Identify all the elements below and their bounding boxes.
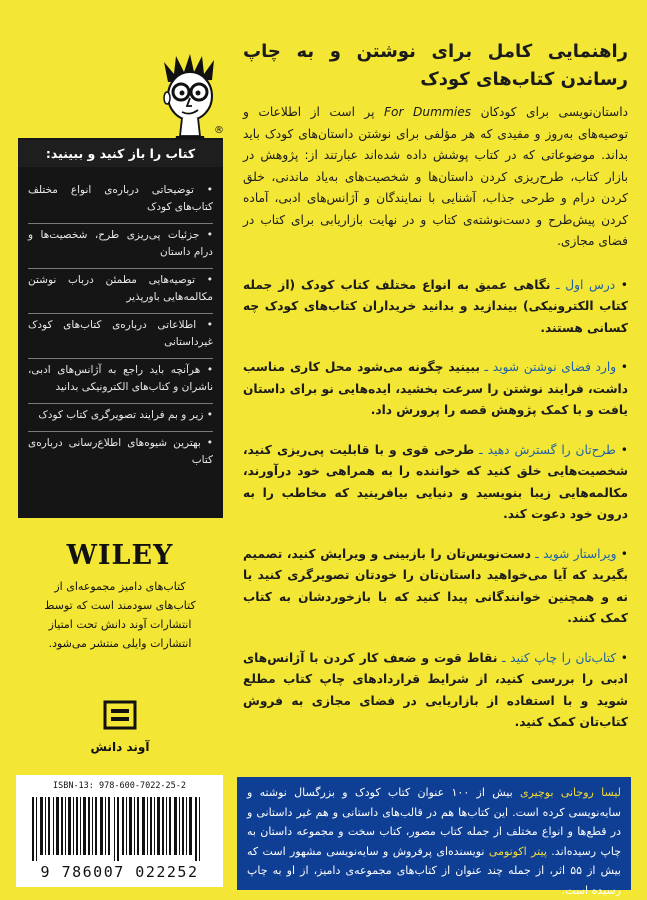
sidebar-item-text: جزئیات پی‌ریزی طرح، شخصیت‌ها و درام داستان: [28, 229, 213, 258]
sidebar-list-item: • توضیحاتی درباره‌ی انواع مختلف کتاب‌های کودک: [28, 179, 213, 224]
intro-text-1: داستان‌نویسی برای کودکان: [480, 105, 629, 119]
sidebar-list-item: • بهترین شیوه‌های اطلاع‌رسانی درباره‌ی کتاب: [28, 437, 213, 466]
bullet-item: • درس اول ـ نگاهی عمیق به انواع مختلف کتاب کودک (از جمله کتاب الکترونیکی) بیندازید و بدانید خریداران کتاب‌های کودک چه کسانی هستند.: [243, 277, 628, 335]
bullet-body: نگاهی عمیق به انواع مختلف کتاب کودک (از جمله کتاب الکترونیکی) بیندازید و بدانید خریداران کتاب‌های کودک چه کسانی هستند.: [243, 277, 628, 335]
bullet-lead: ویراستار شوید: [543, 546, 617, 561]
isbn-label: ISBN-13: 978-600-7022-25-2: [52, 781, 187, 791]
intro-text-2: پر است از اطلاعات و توصیه‌های به‌روز و مفیدی که هر مؤلفی برای نوشتن داستان‌های کودک باید بداند. موضوعاتی که در کتاب پوشش داده شده‌اند عبارتند از: پژوهش در بازار کتاب، طرح‌ریزی کردن داستان‌ها و شخصیت‌های به‌یاد ماندنی، خلق کردن درام و طرحی جذاب، آشنایی با نمایندگان و آژانس‌های ادبی، آماده کردن پیش‌طرح و دست‌نوشته‌ی کتاب و در نهایت بازاریابی برای کتاب در فضای مجازی.: [243, 105, 628, 248]
bullet-body: طرحی قوی و با قابلیت پی‌ریزی کنید، شخصیت‌هایی خلق کنید که خواننده را به همراهی خود درآورند، مکالمه‌هایی زیبا بنویسید و دنیایی بیافرینید که مخاطب را به درون خود دعوت کند.: [243, 442, 628, 521]
bullet-lead: طرح‌تان را گسترش دهید: [487, 442, 616, 457]
registered-mark: ®: [214, 125, 224, 136]
page-title: راهنمایی کامل برای نوشتن و به چاپ رساندن کتاب‌های کودک: [243, 41, 628, 90]
bullet-separator: ـ: [531, 546, 544, 561]
bullet-separator: ـ: [497, 650, 511, 665]
wiley-logo: WILEY: [66, 540, 174, 571]
sidebar-heading: کتاب را باز کنید و ببینید:: [18, 140, 223, 167]
bullet-body: دست‌نویس‌تان را بازبینی و ویرایش کنید، تصمیم بگیرید که آیا می‌خواهید داستان‌تان را خودتان تصویرگری کنید یا نه و همچنین خوانندگانی پیدا کنید که با بازخوردشان به کتاب کمک کنند.: [243, 546, 628, 625]
bullet-separator: ـ: [479, 360, 493, 374]
bullet-item: • ویراستار شوید ـ دست‌نویس‌تان را بازبینی و ویرایش کنید، تصمیم بگیرید که آیا می‌خواهید داستان‌تان را خودتان تصویرگری کنید یا نه و همچنین خوانندگانی پیدا کنید که با بازخوردشان به کتاب کمک کنند.: [243, 546, 628, 625]
sidebar-item-text: بهترین شیوه‌های اطلاع‌رسانی درباره‌ی کتاب: [28, 437, 213, 466]
sidebar-list-item: • هرآنچه باید راجع به آژانس‌های ادبی، ناشران و کتاب‌های الکترونیکی بدانید: [28, 359, 213, 404]
barcode-digits: 9 786007 022252: [40, 863, 199, 881]
author-2-bio: نویسنده‌ای پرفروش و سایه‌نویسی مشهور است که بیش از ۵۵ اثر، از جمله چند عنوان از کتاب‌های مجموعه‌ی دامیز، از او به چاپ رسیده است.: [247, 844, 621, 897]
bullet-item: • کتاب‌تان را چاپ کنید ـ نقاط قوت و ضعف کار کردن با آژانس‌های ادبی را بررسی کنید، از شرایط قراردادهای چاپ کتاب مطلع شوید و با استفاده از بازاریابی در فضای مجازی به فروش کتاب‌تان کمک کنید.: [243, 650, 628, 729]
bullet-body: نقاط قوت و ضعف کار کردن با آژانس‌های ادبی را بررسی کنید، از شرایط قراردادهای چاپ کتاب مطلع شوید و با استفاده از بازاریابی در فضای مجازی به فروش کتاب‌تان کمک کنید.: [243, 650, 628, 729]
intro-brand: For Dummies: [384, 105, 472, 119]
publisher-logo-icon: [103, 700, 137, 730]
sidebar-item-text: اطلاعاتی درباره‌ی کتاب‌های کودک غیرداستانی: [28, 319, 213, 348]
description-column: [243, 38, 628, 752]
sidebar-item-text: هرآنچه باید راجع به آژانس‌های ادبی، ناشران و کتاب‌های الکترونیکی بدانید: [28, 364, 213, 393]
barcode: [16, 775, 223, 887]
intro-paragraph: [243, 102, 628, 253]
bullet-lead: کتاب‌تان را چاپ کنید: [510, 650, 617, 665]
bullet-lead: درس اول: [565, 277, 616, 292]
wiley-description: کتاب‌های دامیز مجموعه‌ای از کتاب‌های سودمند است که توسط انتشارات آوند دانش تحت امتیاز انتشارات وایلی منتشر می‌شود.: [44, 580, 196, 650]
bullet-lead: وارد فضای نوشتن شوید: [492, 360, 617, 374]
bullet-item: • وارد فضای نوشتن شوید ـ ببینید چگونه می‌شود محل کاری مناسب داشت، فرایند نوشتن را سرعت بخشید، ایده‌هایی نو برای داستان یافت و با کمک پژوهش قصه را پرورش داد.: [243, 360, 628, 417]
contents-sidebar: [18, 138, 223, 518]
sidebar-list-item: • توصیه‌هایی مطمئن درباب نوشتن مکالمه‌هایی باورپذیر: [28, 269, 213, 314]
sidebar-item-text: توصیه‌هایی مطمئن درباب نوشتن مکالمه‌هایی باورپذیر: [28, 274, 213, 303]
sidebar-list-item: • جزئیات پی‌ریزی طرح، شخصیت‌ها و درام داستان: [28, 224, 213, 269]
publisher-name: آوند دانش: [90, 740, 150, 754]
bullet-body: ببینید چگونه می‌شود محل کاری مناسب داشت، فرایند نوشتن را سرعت بخشید، ایده‌هایی نو برای داستان یافت و با کمک پژوهش قصه را پرورش داد.: [243, 360, 628, 417]
wiley-block: [40, 540, 200, 653]
barcode-bars-icon: [30, 797, 210, 861]
sidebar-list: [28, 179, 213, 476]
author-1-bio: بیش از ۱۰۰ عنوان کتاب کودک و بزرگسال نوشته و سایه‌نویسی کرده است. این کتاب‌ها هم در قالب‌های داستانی و هم غیر داستانی و در قطع‌ها و انواع مختلف از جمله کتاب مصور، کتاب سخت و مجموعه داستان به چاپ رسیده‌اند.: [247, 786, 622, 858]
bullet-separator: ـ: [550, 277, 566, 292]
author-1-name: لیسا روجانی بوچیری: [519, 786, 621, 799]
sidebar-item-text: توضیحاتی درباره‌ی انواع مختلف کتاب‌های کودک: [28, 184, 213, 213]
sidebar-item-text: زیر و بم فرایند تصویرگری کتاب کودک: [38, 409, 204, 421]
sidebar-list-item: • زیر و بم فرایند تصویرگری کتاب کودک: [28, 404, 213, 432]
bullet-separator: ـ: [474, 442, 488, 457]
author-2-name: پیتر اکونومی: [488, 844, 547, 858]
sidebar-list-item: • اطلاعاتی درباره‌ی کتاب‌های کودک غیرداستانی: [28, 314, 213, 359]
author-bio-box: [237, 777, 631, 897]
publisher-block: [75, 700, 165, 754]
bullet-item: • طرح‌تان را گسترش دهید ـ طرحی قوی و با قابلیت پی‌ریزی کنید، شخصیت‌هایی خلق کنید که خواننده را به همراهی خود درآورند، مکالمه‌هایی زیبا بنویسید و دنیایی بیافرینید که مخاطب را به درون خود دعوت کند.: [243, 442, 628, 521]
